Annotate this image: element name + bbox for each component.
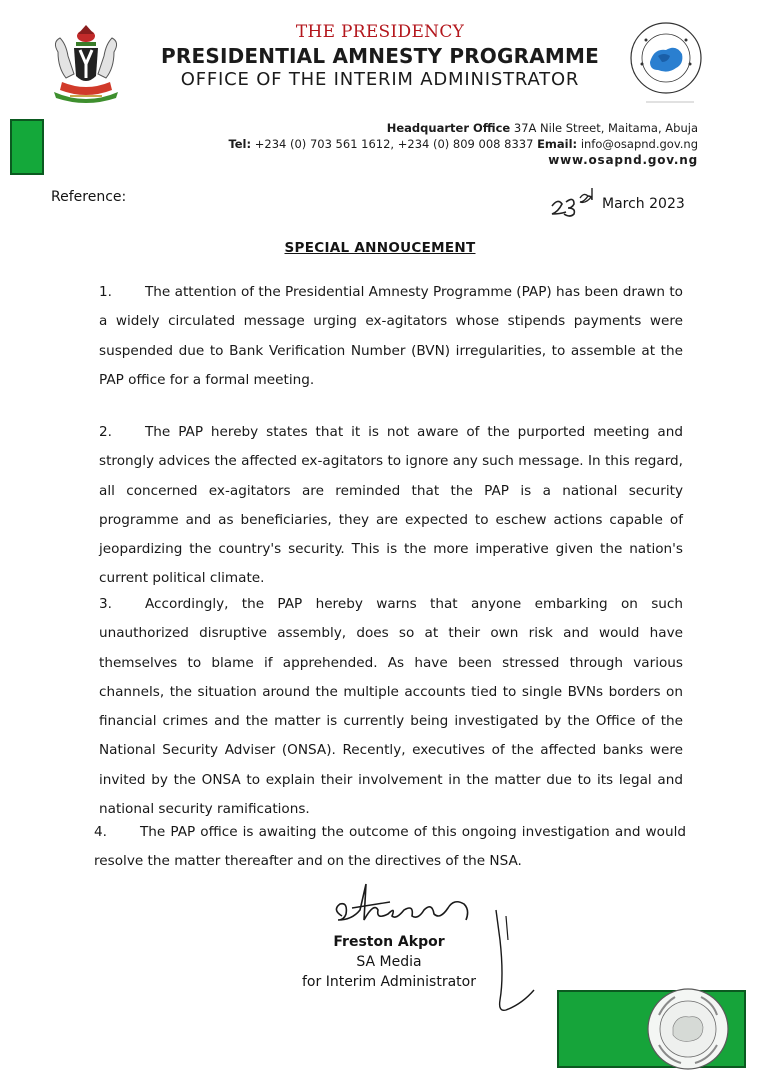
paragraph-text: The PAP office is awaiting the outcome of this ongoing investigation and would resolve the matter thereafter and on the directives of the NSA. <box>94 824 686 870</box>
hq-label: Headquarter Office <box>386 121 511 135</box>
signatory-block <box>300 932 478 992</box>
signatory-for: for Interim Administrator <box>302 974 476 990</box>
header-programme: PRESIDENTIAL AMNESTY PROGRAMME <box>161 44 599 68</box>
paragraph-3 <box>99 590 683 824</box>
tel-email-line <box>228 136 698 152</box>
paragraph-text: Accordingly, the PAP hereby warns that anyone embarking on such unauthorized disruptive assembly, does so at their own risk and would have themselves to blame if apprehended. As have been stressed through various channels, the situation around the multiple accounts tied to single BVNs borders on financial crimes and the matter is currently being investigated by the Office of the National Security Adviser (ONSA). Recently, executives of the affected banks were invited by the ONSA to explain their involvement in the matter due to its legal and national security ramifications. <box>99 596 683 818</box>
paragraph-text: The PAP hereby states that it is not aware of the purported meeting and strongly advices the affected ex-agitators to ignore any such message. In this regard, all concerned ex-agitators are reminded that the PAP is a national security programme and as beneficiaries, they are expected to eschew actions capable of jeopardizing the country's security. This is the more imperative given the nation's current political climate. <box>99 424 683 587</box>
paragraph-number: 4. <box>94 824 107 840</box>
hq-address: 37A Nile Street, Maitama, Abuja <box>513 121 698 135</box>
tel-numbers: +234 (0) 703 561 1612, +234 (0) 809 008 8337 <box>254 137 534 151</box>
official-stamp-icon <box>645 985 731 1073</box>
header-presidency: THE PRESIDENCY <box>295 22 465 42</box>
paragraph-4 <box>94 818 686 877</box>
contact-block <box>228 120 698 168</box>
paragraph-number: 3. <box>99 596 112 612</box>
date-day-text: 23rd <box>588 200 591 201</box>
paragraph-1 <box>99 278 683 395</box>
email-address[interactable]: info@osapnd.gov.ng <box>580 137 698 151</box>
email-label: Email: <box>537 137 578 151</box>
header-office: OFFICE OF THE INTERIM ADMINISTRATOR <box>180 69 580 90</box>
handwritten-day-icon <box>548 184 604 220</box>
green-accent-bar-left <box>10 119 44 175</box>
date <box>548 182 698 222</box>
signatory-role: SA Media <box>356 954 422 970</box>
reference-label: Reference: <box>51 189 127 205</box>
paragraph-2 <box>99 418 683 594</box>
hq-line <box>228 120 698 136</box>
website-link[interactable]: www.osapnd.gov.ng <box>548 153 698 167</box>
page-title: SPECIAL ANNOUCEMENT <box>284 240 476 256</box>
paragraph-text: The attention of the Presidential Amnesty Programme (PAP) has been drawn to a widely circulated message urging ex-agitators whose stipends payments were suspended due to Bank Verification Number (BVN) irregularities, to assemble at the PAP office for a formal meeting. <box>99 284 683 388</box>
signatory-name: Freston Akpor <box>333 934 445 950</box>
tel-label: Tel: <box>228 137 252 151</box>
paragraph-number: 1. <box>99 284 112 300</box>
paragraph-number: 2. <box>99 424 112 440</box>
date-text: March 2023 <box>602 196 685 212</box>
